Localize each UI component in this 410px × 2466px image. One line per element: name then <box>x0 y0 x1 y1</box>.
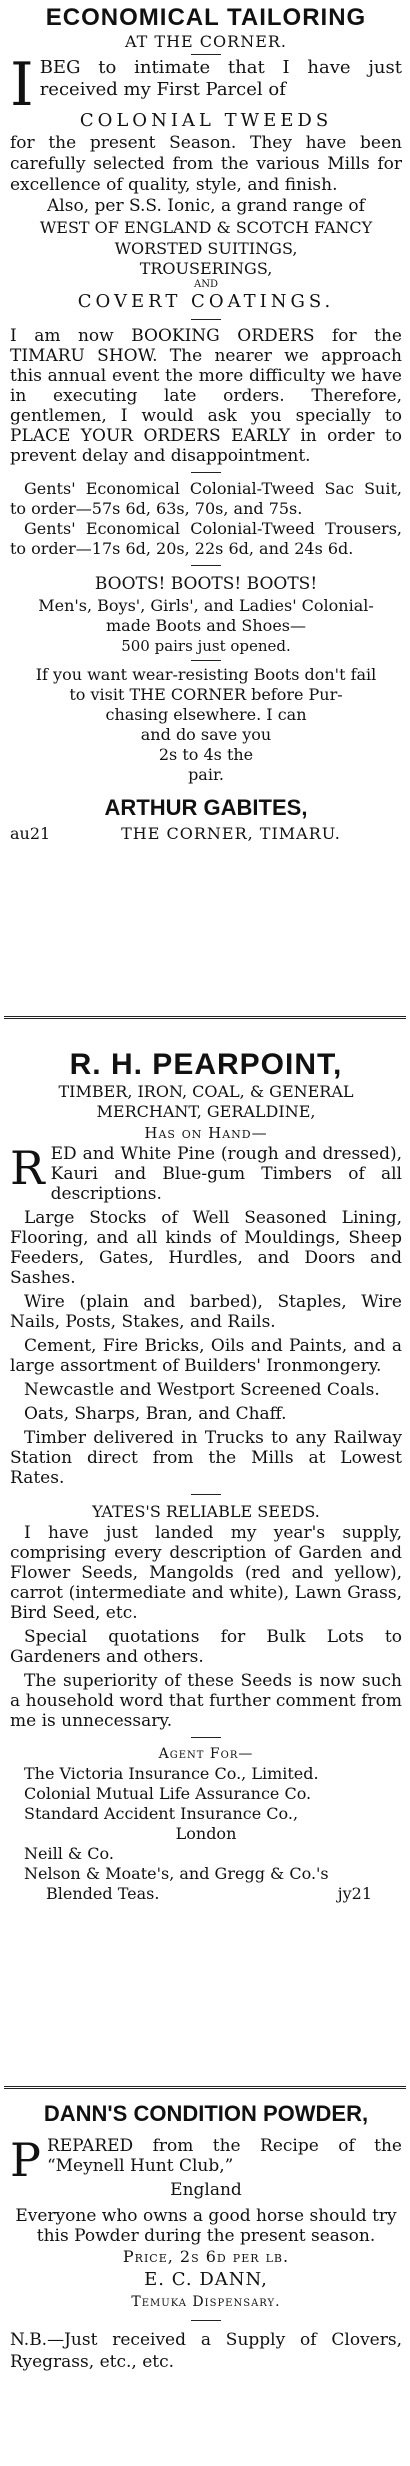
column-rule <box>4 2086 406 2089</box>
advert-economical-tailoring <box>10 0 402 845</box>
covert: COVERT COATINGS. <box>77 291 335 312</box>
boots-heading: BOOTS! BOOTS! BOOTS! <box>94 574 318 594</box>
red-white-paragraph <box>10 1141 402 1204</box>
wear-line: to visit THE CORNER before Pur- <box>69 685 343 704</box>
wear-line: and do save you <box>140 725 272 744</box>
wire-text: Wire (plain and barbed), Staples, Wire Nails, Posts, Stakes, and Rails. <box>10 1292 402 1332</box>
divider <box>191 54 221 55</box>
column-rule <box>4 1016 406 1019</box>
divider <box>191 2320 221 2321</box>
ad-heading: ECONOMICAL TAILORING <box>45 4 367 31</box>
ad-heading: R. H. PEARPOINT, <box>69 1048 343 1081</box>
coals-text: Newcastle and Westport Screened Coals. <box>24 1380 380 1400</box>
seeds-heading: YATES'S RELIABLE SEEDS. <box>92 1502 320 1521</box>
wear-line: pair. <box>188 765 224 784</box>
seller-name: E. C. DANN, <box>144 2269 268 2290</box>
trouserings: TROUSERINGS, <box>139 259 273 278</box>
agent-line: Colonial Mutual Life Assurance Co. <box>24 1784 312 1803</box>
signature: ARTHUR GABITES, <box>104 795 308 820</box>
agent-line: Blended Teas. <box>46 1884 160 1903</box>
boots-line: 500 pairs just opened. <box>121 637 291 655</box>
everyone-text: Everyone who owns a good horse should try this Powder during the present season. <box>15 2206 397 2246</box>
divider <box>191 660 221 661</box>
drop-cap: P <box>10 2133 41 2187</box>
price: Price, 2s 6d per lb. <box>122 2247 290 2266</box>
cement-text: Cement, Fire Bricks, Oils and Paints, and a large assortment of Builders' Ironmongery. <box>10 1336 402 1376</box>
divider <box>191 1494 221 1495</box>
wear-line: If you want wear-resisting Boots don't fail <box>35 665 377 684</box>
agent-line: Standard Accident Insurance Co., <box>24 1804 299 1823</box>
divider <box>191 1737 221 1738</box>
drop-cap: I <box>10 50 34 120</box>
ad-heading: DANN'S CONDITION POWDER, <box>43 2101 369 2126</box>
ad-subheading: AT THE CORNER. <box>124 32 288 51</box>
agent-line: The Victoria Insurance Co., Limited. <box>24 1764 319 1783</box>
season-text: for the present Season. They have been carefully selected from the various Mills for excellence of quality, style, and finish. <box>10 133 402 195</box>
merchant-line: MERCHANT, GERALDINE, <box>96 1102 316 1121</box>
oats-text: Oats, Sharps, Bran, and Chaff. <box>24 1404 287 1424</box>
special-quotations: Special quotations for Bulk Lots to Gardeners and others. <box>10 1627 402 1667</box>
boots-line: made Boots and Shoes— <box>105 616 306 635</box>
prepared-text: REPARED from the Recipe of the “Meynell Hunt Club,” <box>46 2136 402 2176</box>
superiority: The superiority of these Seeds is now such a household word that further comment from me is unnecessary. <box>10 1671 402 1731</box>
timber-text: Timber delivered in Trucks to any Railway Station direct from the Mills at Lowest Rates. <box>10 1428 402 1488</box>
has-on-hand: Has on Hand— <box>144 1124 268 1142</box>
lining-text: Large Stocks of Well Seasoned Lining, Flooring, and all kinds of Mouldings, Sheep Feeders, Gates, Hurdles, and Doors and Sashes. <box>10 1208 402 1288</box>
gents-trousers: Gents' Economical Colonial-Tweed Trousers, to order—17s 6d, 20s, 22s 6d, and 24s 6d. <box>10 519 402 558</box>
ad-code: au21 <box>10 824 51 843</box>
advert-pearpoint <box>10 1048 402 1904</box>
booking-text: I am now BOOKING ORDERS for the TIMARU SHOW. The nearer we approach this annual event the more difficulty we have in executing late orders. Therefore, gentlemen, I would ask you specially to PLACE YOUR ORDERS EARLY in order to prevent delay and disappointment. <box>10 326 402 466</box>
prepared-paragraph <box>10 2133 402 2187</box>
wear-line: 2s to 4s the <box>158 745 254 764</box>
colonial-tweeds: COLONIAL TWEEDS <box>79 110 333 131</box>
and-word: AND <box>194 279 218 290</box>
address: THE CORNER, TIMARU. <box>121 824 341 843</box>
drop-cap: R <box>10 1141 45 1195</box>
seeds-supply: I have just landed my year's supply, comprising every description of Garden and Flower Seeds, Mangolds (red and yellow), carrot (intermediate and white), Lawn Grass, Bird Seed, etc. <box>10 1523 402 1623</box>
boots-line: Men's, Boys', Girls', and Ladies' Colonial- <box>38 596 374 615</box>
advert-dann-powder <box>10 2100 402 2373</box>
intro-paragraph <box>10 50 402 120</box>
agent-line: London <box>175 1824 237 1843</box>
agent-line: Neill & Co. <box>24 1844 114 1863</box>
agent-line-tail <box>10 1884 402 1904</box>
intro-text: BEG to intimate that I have just received my First Parcel of <box>39 57 402 100</box>
ad-code: jy21 <box>337 1884 372 1903</box>
trade-line: TIMBER, IRON, COAL, & GENERAL <box>58 1082 354 1101</box>
nb-text: N.B.—Just received a Supply of Clovers, Ryegrass, etc., etc. <box>10 2330 402 2372</box>
divider <box>191 472 221 473</box>
ionic-text: Also, per S.S. Ionic, a grand range of <box>47 196 365 216</box>
red-white-text: ED and White Pine (rough and dressed), Kauri and Blue-gum Timbers of all descriptions. <box>50 1144 402 1204</box>
address-line <box>10 823 402 845</box>
worsted: WORSTED SUITINGS, <box>114 239 298 258</box>
gents-sac: Gents' Economical Colonial-Tweed Sac Suit, to order—57s 6d, 63s, 70s, and 75s. <box>10 479 402 518</box>
agent-for: Agent For— <box>158 1746 254 1762</box>
england: England <box>170 2180 242 2200</box>
west-of-england: WEST OF ENGLAND & SCOTCH FANCY <box>39 218 373 237</box>
divider <box>191 565 221 566</box>
divider <box>191 319 221 320</box>
agent-line: Nelson & Moate's, and Gregg & Co.'s <box>24 1864 329 1883</box>
dispensary: Temuka Dispensary. <box>131 2294 281 2310</box>
wear-line: chasing elsewhere. I can <box>105 705 307 724</box>
